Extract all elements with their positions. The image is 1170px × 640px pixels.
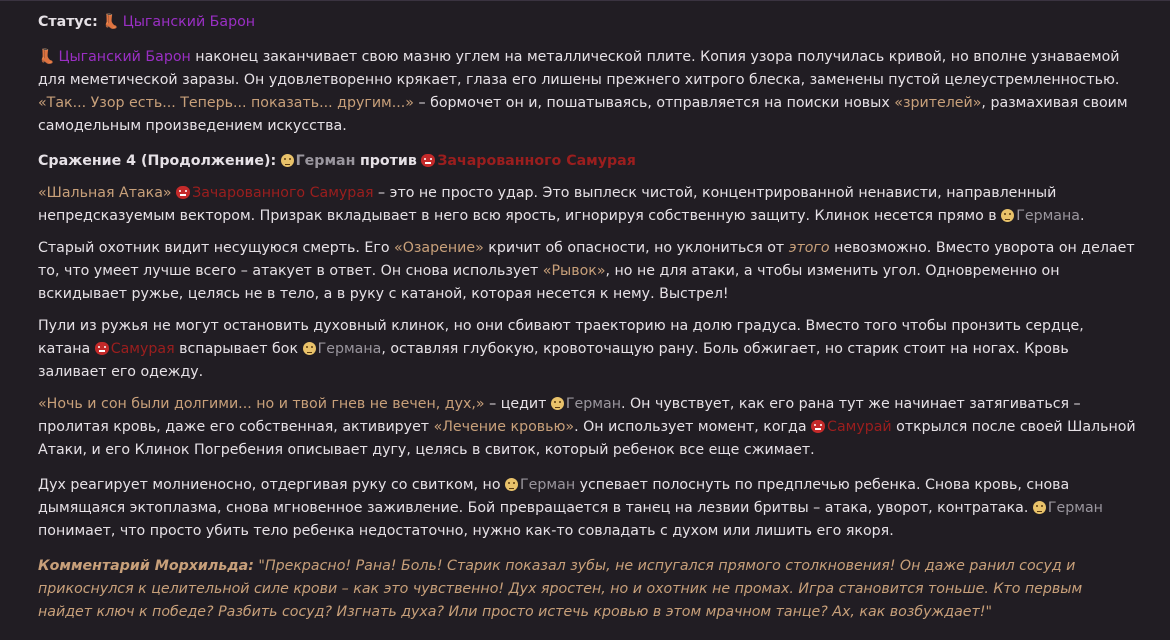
text: – цедит [484,396,551,412]
text: кричит об опасности, но уклониться от [483,240,789,256]
ogre-mask-icon [811,420,825,433]
old-man-face-icon [303,342,316,355]
german-name: Герман [295,153,356,169]
battle-header [38,150,1138,173]
paragraph-hunter [38,237,1138,306]
old-man-face-icon [551,397,564,410]
text: открылся после своей Шальной Атаки, и его Клинок Погребения описывает дугу, целясь в свиток, который ребенок все еще сжимает. [38,419,1136,458]
morhild-comment [38,555,1138,624]
text: – бормочет он и, пошатываясь, отправляется на поиски новых [413,95,895,111]
paragraph-wild-attack [38,182,1138,228]
comment-text: "Прекрасно! Рана! Боль! Старик показал зубы, не испугался прямого столкновения! Он даже ранил сосуд и прикоснулся к целительной силе крови – как это чувственно! Дух яростен, но и охотник не промах. Игра становится тоньше. Кто первым найдет ключ к победе? Разбить сосуд? Изгнать духа? Или просто истечь кровью в этом мрачном танце? Ах, как возбуждает!" [38,558,1083,620]
paragraph-night [38,393,1138,462]
text: понимает, что просто убить тело ребенка недостаточно, нужно как-то совладать с духом или лишить его якоря. [38,523,894,539]
german-quote: «Ночь и сон были долгими... но и твой гнев не вечен, дух,» [38,396,485,412]
status-line [38,11,1138,34]
samurai-name: Самурая [110,341,175,357]
paragraph-baron [38,46,1138,138]
boot-icon: 👢 [102,14,120,30]
boot-icon: 👢 [38,49,56,65]
insight-term: «Озарение» [394,240,484,256]
baron-name: Цыганский Барон [58,49,191,65]
samurai-name: Самурай [827,419,892,435]
samurai-name: Зачарованного Самурая [192,185,374,201]
paragraph-bullets [38,315,1138,384]
paragraph-spirit [38,474,1138,543]
german-name: Герман [520,477,576,493]
message-content [38,11,1138,633]
ogre-mask-icon [176,186,190,199]
text: . Он использует момент, когда [574,419,812,435]
text: , но не для атаки, а чтобы изменить угол. Одновременно он вскидывает ружье, целясь не в тело, а в руку с катаной, которая несется к нему. Выстрел! [38,263,1060,302]
samurai-name: Зачарованного Самурая [437,153,636,169]
ogre-mask-icon [95,342,109,355]
text: . [1079,208,1085,224]
text: наконец заканчивает свою мазню углем на металлической плите. Копия узора получилась кривой, но вполне узнаваемой для меметической заразы. Он удовлетворенно крякает, глаза его лишены прежнего хитрого блеска, заменены пустой целеустремленностью. [38,49,1120,88]
text: Старый охотник видит несущуюся смерть. Его [38,240,395,256]
divider [0,0,1170,1]
dash-term: «Рывок» [542,263,606,279]
german-name: Германа [317,341,382,357]
baron-quote: «Так... Узор есть... Теперь... показать... другим...» [38,95,414,111]
old-man-face-icon [1001,209,1014,222]
ogre-mask-icon [421,154,435,167]
status-label: Статус: [38,14,98,30]
battle-label: Сражение 4 (Продолжение): [38,153,277,169]
old-man-face-icon [281,154,294,167]
text: Дух реагирует молниеносно, отдергивая руку со свитком, но [38,477,506,493]
text: успевает полоснуть по предплечью ребенка. Снова кровь, снова дымящаяся эктоплазма, снова мгновенное заживление. Бой превращается в танец на лезвии бритвы – атака, уворот, контратака. [38,477,1070,516]
wild-attack-term: «Шальная Атака» [38,185,172,201]
blood-heal-term: «Лечение кровью» [433,419,575,435]
german-name: Герман [565,396,621,412]
text: , размахивая своим самодельным произведением искусства. [38,95,1128,134]
text: невозможно. Вместо уворота он делает то, что умеет лучше всего – атакует в ответ. Он снова использует [38,240,1135,279]
versus-label: против [359,153,417,169]
viewers-term: «зрителей» [894,95,982,111]
text: Пули из ружья не могут остановить духовный клинок, но они сбивают траекторию на долю градуса. Вместо того чтобы пронзить сердце, катана [38,318,1084,357]
old-man-face-icon [1033,501,1046,514]
text: вспарывает бок [174,341,303,357]
text: . Он чувствует, как его рана тут же начинает затягиваться – пролитая кровь, даже его собственная, активирует [38,396,1081,435]
text: – это не просто удар. Это выплеск чистой, концентрированной ненависти, направленный непредсказуемым вектором. Призрак вкладывает в него всю ярость, игнорируя собственную защиту. Клинок несется прямо в [38,185,1057,224]
german-name: Герман [1047,500,1103,516]
text: , оставляя глубокую, кровоточащую рану. Боль обжигает, но старик стоит на ногах. Кровь заливает его одежду. [38,341,1069,380]
old-man-face-icon [505,478,518,491]
status-character-name: Цыганский Барон [122,14,256,30]
comment-label: Комментарий Морхильда: [38,558,254,574]
german-name: Германа [1016,208,1080,224]
emphasis-this: этого [788,240,830,256]
